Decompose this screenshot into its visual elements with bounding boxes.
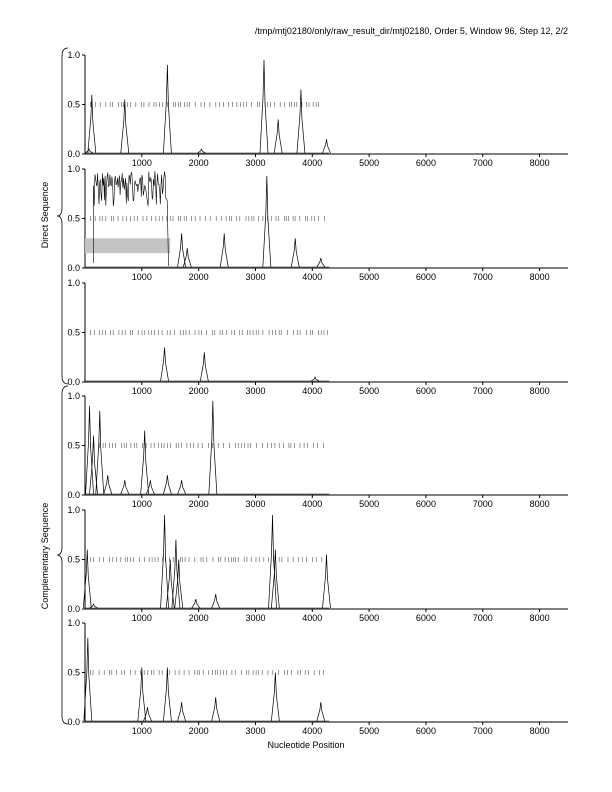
score-peak	[209, 401, 217, 494]
x-tick-label: 8000	[529, 726, 550, 736]
x-tick-label: 4000	[302, 499, 323, 509]
x-tick-label: 6000	[415, 726, 436, 736]
threshold-ticks	[91, 216, 325, 221]
threshold-ticks	[91, 330, 328, 335]
x-tick-label: 2000	[188, 386, 209, 396]
score-peak	[291, 238, 299, 267]
score-peak	[85, 149, 93, 153]
x-tick-label: 6000	[415, 158, 436, 168]
score-peak	[317, 258, 325, 267]
x-tick-label: 1000	[131, 158, 152, 168]
score-peak	[192, 599, 200, 608]
x-tick-label: 4000	[302, 158, 323, 168]
score-peak	[274, 119, 282, 153]
x-tick-label: 6000	[415, 499, 436, 509]
score-peak	[96, 411, 104, 494]
score-peak	[178, 702, 186, 721]
score-peak	[183, 248, 191, 267]
y-tick-label: 0.5	[67, 440, 80, 451]
x-tick-label: 8000	[529, 386, 550, 396]
x-tick-label: 4000	[302, 272, 323, 282]
panel-1	[67, 50, 568, 168]
x-tick-label: 2000	[188, 499, 209, 509]
x-tick-label: 1000	[131, 499, 152, 509]
score-peak	[178, 480, 186, 494]
x-tick-label: 7000	[472, 158, 493, 168]
panel-4	[67, 391, 568, 509]
score-peak	[86, 406, 94, 494]
brace-direct	[57, 48, 68, 384]
panel-5	[67, 505, 568, 623]
y-tick-label: 1.0	[67, 278, 80, 288]
x-tick-label: 6000	[415, 613, 436, 623]
y-tick-label: 0.0	[67, 490, 80, 500]
x-tick-label: 1000	[131, 726, 152, 736]
panel-6	[67, 618, 568, 736]
score-peak	[311, 377, 319, 381]
group-label-direct: Direct Sequence	[40, 181, 50, 249]
x-tick-label: 6000	[415, 272, 436, 282]
panels	[67, 50, 568, 736]
x-tick-label: 3000	[245, 726, 266, 736]
plot-header: /tmp/mtj02180/only/raw_result_dir/mtj02180, Order 5, Window 96, Step 12, 2/2	[254, 26, 568, 36]
x-tick-label: 5000	[359, 386, 380, 396]
y-tick-label: 1.0	[67, 164, 80, 174]
x-tick-label: 1000	[131, 613, 152, 623]
y-tick-label: 0.0	[67, 717, 80, 727]
score-peak	[271, 673, 279, 722]
score-peak	[317, 702, 325, 721]
y-tick-label: 0.0	[67, 149, 80, 159]
x-tick-label: 7000	[472, 499, 493, 509]
x-tick-label: 7000	[472, 726, 493, 736]
x-tick-label: 5000	[359, 726, 380, 736]
x-tick-label: 1000	[131, 386, 152, 396]
x-axis-label: Nucleotide Position	[267, 740, 345, 750]
score-peak	[323, 555, 331, 608]
x-tick-label: 3000	[245, 272, 266, 282]
threshold-ticks	[91, 557, 322, 562]
x-tick-label: 6000	[415, 386, 436, 396]
y-tick-label: 0.0	[67, 377, 80, 387]
y-tick-label: 0.5	[67, 667, 80, 678]
score-peak	[323, 139, 331, 153]
y-tick-label: 0.5	[67, 327, 80, 338]
x-tick-label: 7000	[472, 613, 493, 623]
score-peak	[163, 475, 171, 494]
y-tick-label: 0.5	[67, 213, 80, 224]
threshold-ticks	[91, 670, 324, 675]
x-tick-label: 1000	[131, 272, 152, 282]
score-peak	[141, 431, 149, 494]
x-tick-label: 4000	[302, 386, 323, 396]
score-peak	[220, 233, 228, 267]
y-tick-label: 1.0	[67, 505, 80, 515]
x-tick-label: 2000	[188, 158, 209, 168]
score-peak	[263, 176, 271, 267]
x-tick-label: 3000	[245, 499, 266, 509]
score-peak	[175, 560, 183, 609]
x-tick-label: 5000	[359, 499, 380, 509]
x-tick-label: 3000	[245, 158, 266, 168]
score-peak	[197, 149, 205, 153]
score-peak	[297, 90, 305, 153]
x-tick-label: 7000	[472, 386, 493, 396]
score-peak	[104, 475, 112, 494]
y-tick-label: 0.0	[67, 604, 80, 614]
x-tick-label: 2000	[188, 726, 209, 736]
threshold-ticks	[91, 443, 324, 448]
score-peak	[83, 550, 91, 608]
score-peak	[271, 550, 279, 608]
score-peak	[138, 668, 146, 721]
x-tick-label: 7000	[472, 272, 493, 282]
y-tick-label: 1.0	[67, 50, 80, 60]
y-tick-label: 1.0	[67, 618, 80, 628]
x-tick-label: 4000	[302, 726, 323, 736]
brace-complementary	[57, 386, 68, 724]
score-peak	[163, 668, 171, 721]
y-tick-label: 1.0	[67, 391, 80, 401]
panel-3	[67, 278, 568, 396]
x-tick-label: 5000	[359, 158, 380, 168]
score-peak	[260, 60, 268, 153]
group-label-complementary: Complementary Sequence	[40, 502, 50, 610]
x-tick-label: 8000	[529, 499, 550, 509]
x-tick-label: 8000	[529, 158, 550, 168]
x-tick-label: 3000	[245, 386, 266, 396]
highlight-band	[85, 238, 170, 253]
panel-2	[67, 164, 568, 282]
group-braces	[57, 48, 68, 724]
score-peak	[163, 65, 171, 153]
score-peak	[121, 480, 129, 494]
y-tick-label: 0.5	[67, 99, 80, 110]
x-tick-label: 8000	[529, 272, 550, 282]
x-tick-label: 4000	[302, 613, 323, 623]
score-peak	[88, 95, 96, 153]
x-tick-label: 2000	[188, 613, 209, 623]
score-peak	[212, 697, 220, 721]
x-tick-label: 8000	[529, 613, 550, 623]
y-tick-label: 0.0	[67, 263, 80, 273]
x-tick-label: 3000	[245, 613, 266, 623]
y-tick-label: 0.5	[67, 554, 80, 565]
score-peak	[200, 352, 208, 381]
x-tick-label: 2000	[188, 272, 209, 282]
x-tick-label: 5000	[359, 272, 380, 282]
x-tick-label: 5000	[359, 613, 380, 623]
score-peak	[121, 100, 129, 153]
score-peak	[161, 347, 169, 381]
score-peak	[212, 594, 220, 608]
